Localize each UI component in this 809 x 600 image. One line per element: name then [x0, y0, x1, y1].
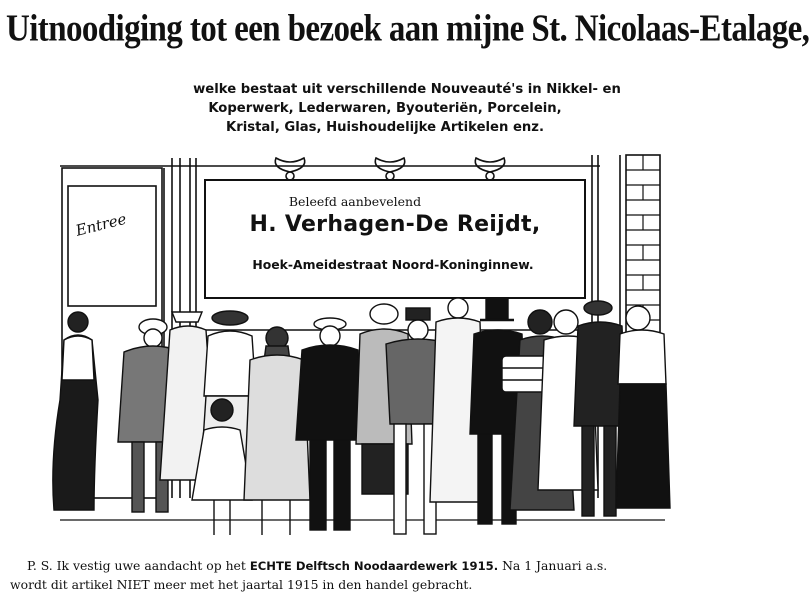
- headline: Uitnoodiging tot een bezoek aan mijne St. Nicolaas-Etalage,: [6, 8, 809, 50]
- sign-address: Hoek-Ameidestraat Noord-Koninginnew.: [252, 257, 534, 272]
- ceiling-lamp-icon: [375, 158, 404, 180]
- subheadline-line-1: welke bestaat uit verschillende Nouveauté's in Nikkel- en: [193, 82, 621, 97]
- postscript-emphasis: ECHTE Delftsch Noodaardewerk 1915.: [249, 559, 499, 573]
- subheadline-line-3: Kristal, Glas, Huishoudelijke Artikelen enz.: [226, 120, 544, 135]
- postscript-line-2: wordt dit artikel NIET meer met het jaartal 1915 in den handel gebracht.: [10, 577, 473, 592]
- ceiling-lamp-icon: [275, 158, 304, 180]
- ceiling-lamp-icon: [475, 158, 504, 180]
- postscript: [10, 556, 717, 592]
- sign-greeting: Beleefd aanbevelend: [288, 194, 422, 209]
- postscript-prefix: P. S. Ik vestig uwe aandacht op het: [27, 558, 246, 573]
- figure-woman-left: [53, 312, 98, 510]
- figure-woman-far-right: [616, 306, 670, 508]
- sign-shop-name: H. Verhagen-De Reijdt,: [249, 212, 541, 237]
- postscript-suffix: Na 1 Januari a.s.: [502, 558, 608, 573]
- subheadline-line-2: Koperwerk, Lederwaren, Byouteriën, Porcelein,: [208, 101, 562, 116]
- shop-sign: [205, 180, 585, 298]
- door-sign: Entree: [73, 209, 129, 240]
